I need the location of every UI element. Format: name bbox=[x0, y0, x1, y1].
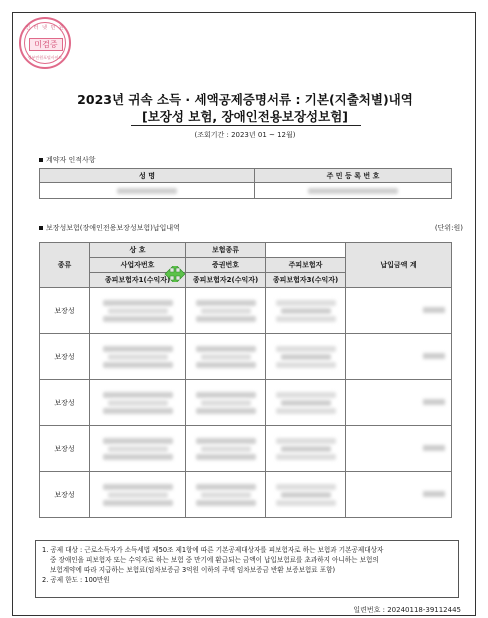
note-line-3: 보험계약에 따라 지급하는 보험료(임차보증금 3억원 이하의 주택 임차보증금 반환 보증보험료 포함) bbox=[50, 566, 336, 574]
policy-no-header: 증권번호 bbox=[186, 258, 266, 273]
main-insured-header: 주피보험자 bbox=[266, 258, 346, 273]
row-type: 보장성 bbox=[40, 380, 90, 426]
row-type: 보장성 bbox=[40, 288, 90, 334]
row-policy-cell bbox=[186, 380, 266, 426]
note-line-4: 2. 공제 한도 : 100만원 bbox=[42, 576, 110, 584]
rrn-cell bbox=[255, 183, 452, 199]
name-header: 성 명 bbox=[40, 169, 255, 183]
insured2-header: 종피보험자2(수익자) bbox=[186, 273, 266, 288]
business-no-header: 사업자번호 bbox=[90, 258, 186, 273]
row-insured-cell bbox=[266, 472, 346, 518]
insured1-header: 종피보험자1(수익자) bbox=[90, 273, 186, 288]
document-title bbox=[13, 91, 477, 125]
row-insured-cell bbox=[266, 380, 346, 426]
unverified-stamp bbox=[19, 17, 71, 69]
type-header: 종류 bbox=[40, 243, 90, 288]
notes-box bbox=[35, 540, 459, 598]
table-row bbox=[40, 288, 452, 334]
table-row bbox=[40, 380, 452, 426]
row-amount-cell bbox=[346, 380, 452, 426]
title-divider bbox=[131, 125, 361, 126]
table-row bbox=[40, 334, 452, 380]
row-policy-cell bbox=[186, 426, 266, 472]
row-type: 보장성 bbox=[40, 334, 90, 380]
row-company-cell bbox=[90, 472, 186, 518]
move-cursor-icon bbox=[164, 266, 186, 282]
query-period: (조회기간 : 2023년 01 ~ 12월) bbox=[194, 131, 296, 139]
document-page bbox=[12, 12, 476, 616]
row-company-cell bbox=[90, 426, 186, 472]
note-line-2: 중 장애인을 피보험자 또는 수익자로 하는 보험 중 만기에 환급되는 금액이 납입보험료를 초과하지 아니하는 보험의 bbox=[50, 556, 379, 564]
row-amount-cell bbox=[346, 334, 452, 380]
row-insured-cell bbox=[266, 334, 346, 380]
row-insured-cell bbox=[266, 288, 346, 334]
company-header: 상 호 bbox=[90, 243, 186, 258]
rrn-header: 주 민 등 록 번 호 bbox=[255, 169, 452, 183]
contractor-table bbox=[39, 168, 452, 199]
row-policy-cell bbox=[186, 472, 266, 518]
insurance-heading-text: 보장성보험(장애인전용보장성보험)납입내역 bbox=[46, 224, 180, 232]
row-amount-cell bbox=[346, 288, 452, 334]
blank-header bbox=[266, 243, 346, 258]
contractor-section-heading bbox=[39, 155, 96, 165]
title-line-1: 2023년 귀속 소득 · 세액공제증명서류 : 기본(지출처별)내역 bbox=[77, 92, 413, 107]
row-type: 보장성 bbox=[40, 426, 90, 472]
unit-label: (단위:원) bbox=[434, 224, 463, 232]
contractor-heading-text: 계약자 인적사항 bbox=[46, 156, 96, 164]
row-policy-cell bbox=[186, 334, 266, 380]
stamp-top-text: 인 터 넷 민 원 bbox=[25, 25, 65, 31]
stamp-bottom-text: 정부민원포털사이트 bbox=[27, 55, 63, 60]
amount-header: 납입금액 계 bbox=[346, 243, 452, 288]
row-amount-cell bbox=[346, 472, 452, 518]
insurance-section-heading bbox=[39, 223, 180, 233]
row-amount-cell bbox=[346, 426, 452, 472]
product-header: 보험종류 bbox=[186, 243, 266, 258]
row-company-cell bbox=[90, 380, 186, 426]
note-line-1: 1. 공제 대상 : 근로소득자가 소득세법 제50조 제1항에 따른 기본공제대상자를 피보험자로 하는 보험과 기본공제대상자 bbox=[42, 546, 384, 554]
row-type: 보장성 bbox=[40, 472, 90, 518]
row-company-cell bbox=[90, 288, 186, 334]
table-row bbox=[40, 426, 452, 472]
name-cell bbox=[40, 183, 255, 199]
insured3-header: 종피보험자3(수익자) bbox=[266, 273, 346, 288]
row-company-cell bbox=[90, 334, 186, 380]
row-policy-cell bbox=[186, 288, 266, 334]
table-row bbox=[40, 472, 452, 518]
insurance-table bbox=[39, 242, 452, 518]
stamp-label: 미검증 bbox=[29, 38, 63, 51]
serial-number: 일련번호 : 20240118-39112445 bbox=[353, 606, 461, 614]
title-line-2: [보장성 보험, 장애인전용보장성보험] bbox=[141, 109, 348, 124]
bullet-icon bbox=[39, 158, 43, 162]
row-insured-cell bbox=[266, 426, 346, 472]
bullet-icon bbox=[39, 226, 43, 230]
